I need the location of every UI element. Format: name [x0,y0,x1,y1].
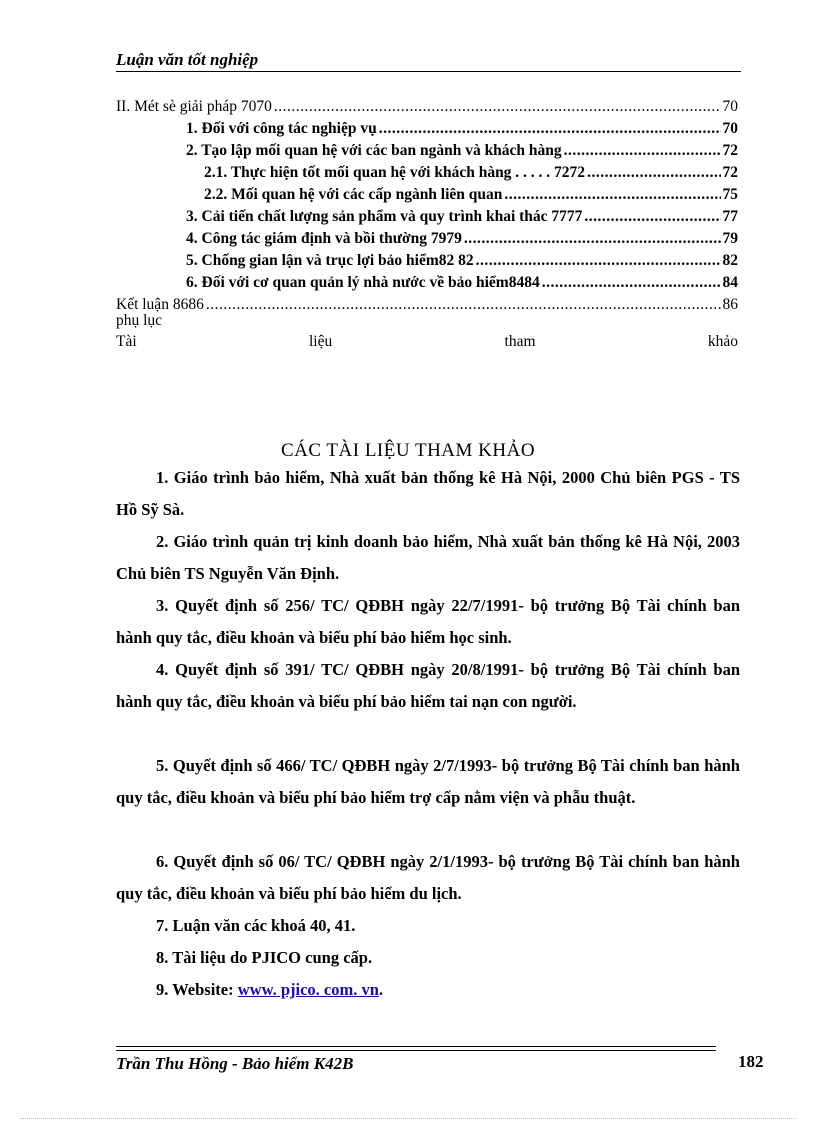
toc-leader-dots [274,96,721,118]
toc-leader-dots [587,162,720,184]
header-title: Luận văn tốt nghiệp [116,50,259,69]
reference-item: 3. Quyết định số 256/ TC/ QĐBH ngày 22/7/1991- bộ trưởng Bộ Tài chính ban hành quy tắc, điều khoản và biểu phí bảo hiểm học sinh. [116,596,740,647]
website-link[interactable]: www. pjico. com. vn [237,980,379,999]
reference-item: 1. Giáo trình bảo hiểm, Nhà xuất bản thống kê Hà Nội, 2000 Chủ biên PGS - TS Hồ Sỹ Sà. [116,468,740,519]
toc-entry-text: 2.1. Thực hiện tốt mối quan hệ với khách hàng . . . . . 7272 [204,164,586,181]
reference-item: 6. Quyết định số 06/ TC/ QĐBH ngày 2/1/1993- bộ trưởng Bộ Tài chính ban hành quy tắc, điều khoản và biểu phí bảo hiểm du lịch. [116,852,740,903]
reference-item: 2. Giáo trình quản trị kinh doanh bảo hiểm, Nhà xuất bản thống kê Hà Nội, 2003 Chủ biên TS Nguyễn Văn Định. [116,532,740,583]
reference-item: 7. Luận văn các khoá 40, 41. [156,916,356,935]
toc-leader-dots [584,206,720,228]
toc-entry-text: 1. Đối với công tác nghiệp vụ [186,120,377,137]
toc-leader-dots [542,272,721,294]
toc-page-number: 79 [722,230,738,247]
toc-row [204,162,738,184]
toc-leader-dots [564,140,721,162]
toc-row [186,272,738,294]
toc-row [186,118,738,140]
appendix-label: phụ lục [116,312,163,329]
toc-page-number: 86 [722,296,738,313]
toc-leader-dots [206,294,721,316]
toc-entry-text: II. Mét sè giải pháp 7070 [116,98,272,115]
toc-row [186,206,738,228]
page-bottom-border [20,1118,796,1119]
toc-leader-dots [504,184,720,206]
references-word: Tài [116,333,137,350]
header-rule [116,71,741,72]
reference-item-website [116,974,740,1006]
toc-page-number: 77 [722,208,738,225]
reference-item: 5. Quyết định số 466/ TC/ QĐBH ngày 2/7/1993- bộ trưởng Bộ Tài chính ban hành quy tắc, điều khoản và biểu phí bảo hiểm trợ cấp nằm viện và phẫu thuật. [116,756,740,807]
toc-page-number: 72 [722,142,738,159]
toc-leader-dots [476,250,721,272]
toc-page-number: 70 [722,98,738,115]
toc-page-number: 84 [722,274,738,291]
references-word: liệu [308,333,333,350]
footer-author: Trần Thu Hồng - Bảo hiểm K42B [116,1054,354,1073]
toc-entry-text: 2.2. Mối quan hệ với các cấp ngành liên quan [204,186,503,203]
toc-leader-dots [464,228,721,250]
toc-page-number: 72 [722,164,738,181]
toc-entry-text: 6. Đối với cơ quan quản lý nhà nước về bảo hiểm8484 [186,274,540,291]
toc-page-number: 70 [722,120,738,137]
toc-entry-text: 5. Chống gian lận và trục lợi bảo hiểm82 82 [186,252,474,269]
toc-page-number: 82 [722,252,738,269]
toc-entry-text: Kết luận 8686 [116,296,204,313]
toc-row [186,228,738,250]
toc-entry-text: 4. Công tác giám định và bồi thường 7979 [186,230,462,247]
website-label: 9. Website: [156,980,238,999]
references-word: tham [504,333,536,350]
reference-item: 4. Quyết định số 391/ TC/ QĐBH ngày 20/8/1991- bộ trưởng Bộ Tài chính ban hành quy tắc, điều khoản và biểu phí bảo hiểm tai nạn con người. [116,660,740,711]
references-toc-line [116,333,738,351]
toc-entry-text: 3. Cải tiến chất lượng sản phẩm và quy trình khai thác 7777 [186,208,583,225]
website-suffix: . [378,980,384,999]
toc-row [186,250,738,272]
footer-rule [116,1046,716,1047]
references-word: khảo [707,333,738,350]
reference-item: 8. Tài liệu do PJICO cung cấp. [156,948,373,967]
toc-row [186,140,738,162]
toc-row [116,96,738,118]
references-heading: CÁC TÀI LIỆU THAM KHẢO [280,440,536,461]
toc-entry-text: 2. Tạo lập mối quan hệ với các ban ngành và khách hàng [186,142,562,159]
toc-leader-dots [379,118,721,140]
footer-rule [116,1050,716,1051]
toc-row [204,184,738,206]
toc-page-number: 75 [722,186,738,203]
footer-page-number: 182 [738,1052,764,1071]
toc-row [116,294,738,316]
